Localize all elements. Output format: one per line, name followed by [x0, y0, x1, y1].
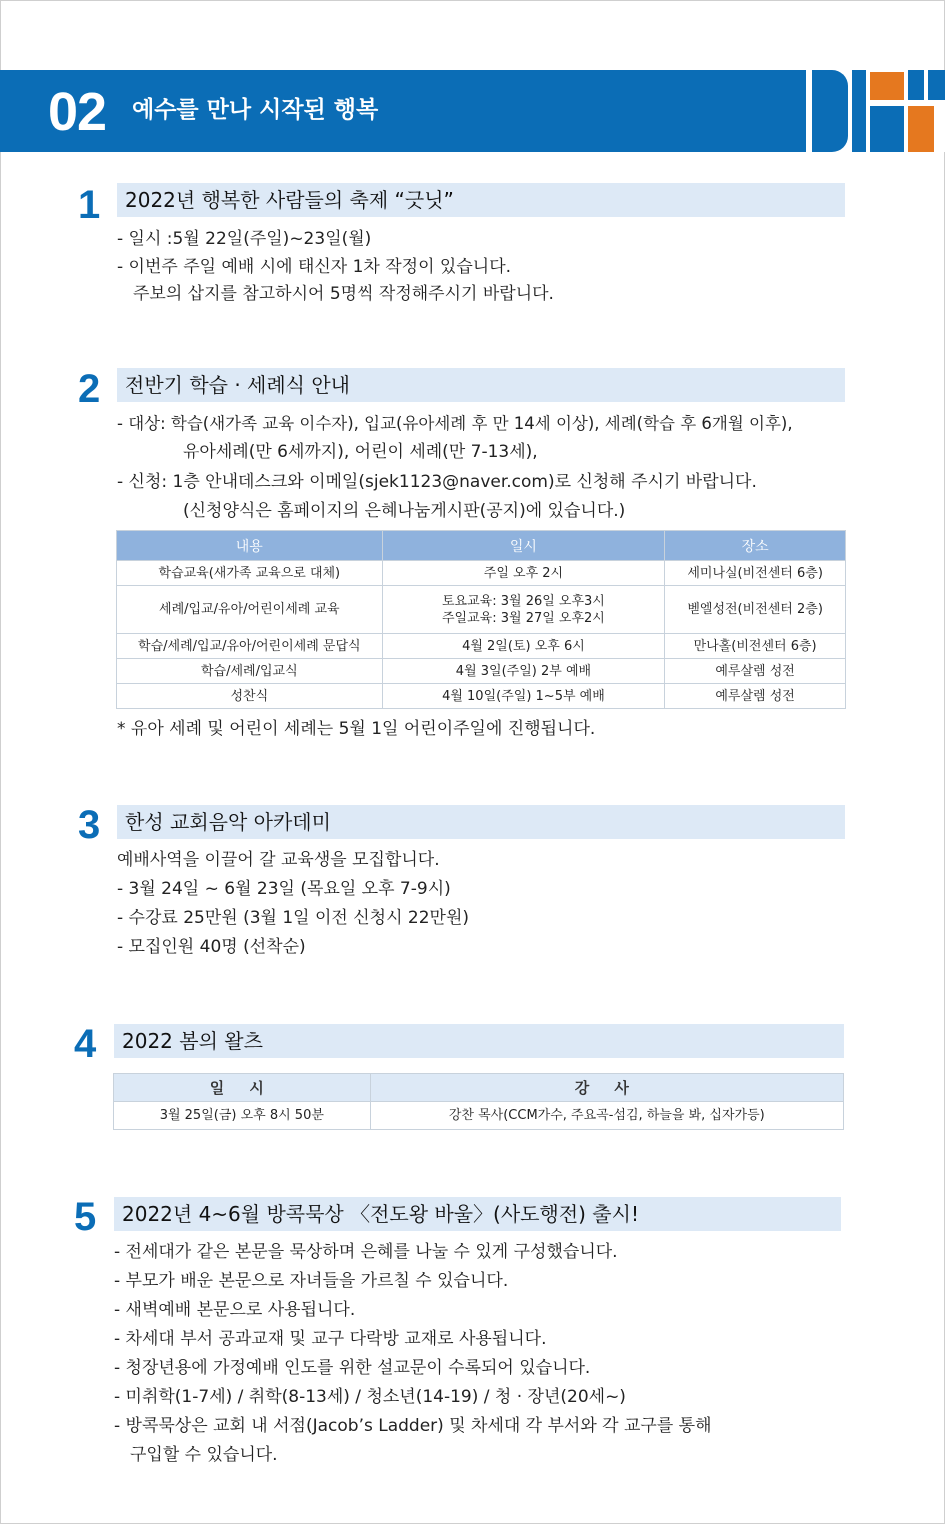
section-1-title: 2022년 행복한 사람들의 축제 “긋닛”: [125, 188, 454, 212]
section-4-title: 2022 봄의 왈츠: [122, 1029, 263, 1053]
header-title: 예수를 만나 시작된 행복: [132, 97, 379, 123]
section-5-title: 2022년 4~6월 방콕묵상 〈전도왕 바울〉(사도행전) 출시!: [122, 1202, 639, 1226]
section-5-line: - 청장년용에 가정예배 인도를 위한 설교문이 수록되어 있습니다.: [114, 1358, 591, 1378]
table-cell: 학습교육(새가족 교육으로 대체): [117, 561, 383, 586]
table-cell: 학습/세례/입교/유아/어린이세례 문답식: [117, 634, 383, 659]
table-cell-line: 주일교육: 3월 27일 오후2시: [441, 610, 605, 626]
section-3-number: 3: [78, 803, 101, 847]
section-3-line: 예배사역을 이끌어 갈 교육생을 모집합니다.: [117, 850, 440, 870]
section-5-line: - 새벽예배 본문으로 사용됩니다.: [114, 1300, 356, 1320]
table-row: [114, 1102, 844, 1130]
table-cell: 성찬식: [117, 684, 383, 709]
header-number: 02: [48, 82, 107, 142]
table-cell: 예루살렘 성전: [665, 684, 846, 709]
section-2-title-bar: [117, 368, 845, 402]
section-4-title-bar: [114, 1024, 844, 1058]
section-2-line: 유아세례(만 6세까지), 어린이 세례(만 7-13세),: [183, 442, 538, 462]
section-1-line: 주보의 삽지를 참고하시어 5명씩 작정해주시기 바랍니다.: [133, 284, 554, 304]
section-5-line: - 차세대 부서 공과교재 및 교구 다락방 교재로 사용됩니다.: [114, 1329, 547, 1349]
table-cell: [382, 586, 665, 634]
section-5-title-bar: [114, 1197, 841, 1231]
section-5-line: 구입할 수 있습니다.: [130, 1445, 278, 1465]
section-2-title: 전반기 학습 · 세례식 안내: [125, 373, 350, 397]
table-cell: 주일 오후 2시: [382, 561, 665, 586]
section-1-number: 1: [78, 183, 101, 227]
section-3-line: - 모집인원 40명 (선착순): [117, 937, 306, 957]
section-5-line: - 부모가 배운 본문으로 자녀들을 가르칠 수 있습니다.: [114, 1271, 509, 1291]
section-5-line: - 전세대가 같은 본문을 묵상하며 은혜를 나눌 수 있게 구성했습니다.: [114, 1242, 618, 1262]
table-cell: 세미나실(비전센터 6층): [665, 561, 846, 586]
table-row: [117, 634, 846, 659]
section-3-line: - 수강료 25만원 (3월 1일 이전 신청시 22만원): [117, 908, 470, 928]
table-cell: 4월 2일(토) 오후 6시: [382, 634, 665, 659]
section-5-line: - 미취학(1-7세) / 취학(8-13세) / 청소년(14-19) / 청 · 장년(20세~): [114, 1387, 626, 1407]
section-3-title: 한성 교회음악 아카데미: [125, 810, 331, 834]
section-2-line: - 신청: 1층 안내데스크와 이메일(sjek1123@naver.com)로 신청해 주시기 바랍니다.: [117, 472, 757, 492]
column-header: 일시: [382, 531, 665, 561]
table-cell: 3월 25일(금) 오후 8시 50분: [114, 1102, 371, 1130]
section-5-number: 5: [74, 1195, 97, 1239]
table-cell: 예루살렘 성전: [665, 659, 846, 684]
table-cell: 세례/입교/유아/어린이세례 교육: [117, 586, 383, 634]
baptism-schedule-table: [116, 530, 846, 709]
table-row: [117, 659, 846, 684]
column-header: 강 사: [370, 1074, 843, 1102]
column-header: 장소: [665, 531, 846, 561]
table-header-row: [117, 531, 846, 561]
section-4-number: 4: [74, 1022, 97, 1066]
table-row: [117, 684, 846, 709]
table-cell: 4월 3일(주일) 2부 예배: [382, 659, 665, 684]
section-1-title-bar: [117, 183, 845, 217]
table-header-row: [114, 1074, 844, 1102]
table-cell: 만나홀(비전센터 6층): [665, 634, 846, 659]
table-cell: 벧엘성전(비전센터 2층): [665, 586, 846, 634]
table-row: [117, 561, 846, 586]
section-2-note: * 유아 세례 및 어린이 세례는 5월 1일 어린이주일에 진행됩니다.: [117, 719, 596, 739]
section-2-number: 2: [78, 367, 101, 411]
column-header: 내용: [117, 531, 383, 561]
section-1-line: - 일시 :5월 22일(주일)~23일(월): [117, 229, 372, 249]
table-cell: 강찬 목사(CCM가수, 주요곡-섬김, 하늘을 봐, 십자가등): [370, 1102, 843, 1130]
table-cell: 학습/세례/입교식: [117, 659, 383, 684]
column-header: 일 시: [114, 1074, 371, 1102]
header-banner: [0, 70, 945, 152]
section-3-line: - 3월 24일 ~ 6월 23일 (목요일 오후 7-9시): [117, 879, 451, 899]
section-5-line: - 방콕묵상은 교회 내 서점(Jacob’s Ladder) 및 차세대 각 부서와 각 교구를 통해: [114, 1416, 712, 1436]
church-logo: [798, 70, 945, 152]
table-cell-line: 토요교육: 3월 26일 오후3시: [441, 593, 605, 609]
table-cell: 4월 10일(주일) 1~5부 예배: [382, 684, 665, 709]
section-2-line: (신청양식은 홈페이지의 은혜나눔게시판(공지)에 있습니다.): [183, 501, 626, 521]
concert-table: [113, 1073, 844, 1130]
section-2-line: - 대상: 학습(새가족 교육 이수자), 입교(유아세례 후 만 14세 이상), 세례(학습 후 6개월 이후),: [117, 414, 793, 433]
section-1-line: - 이번주 주일 예배 시에 태신자 1차 작정이 있습니다.: [117, 257, 512, 277]
table-row: [117, 586, 846, 634]
section-3-title-bar: [117, 805, 845, 839]
